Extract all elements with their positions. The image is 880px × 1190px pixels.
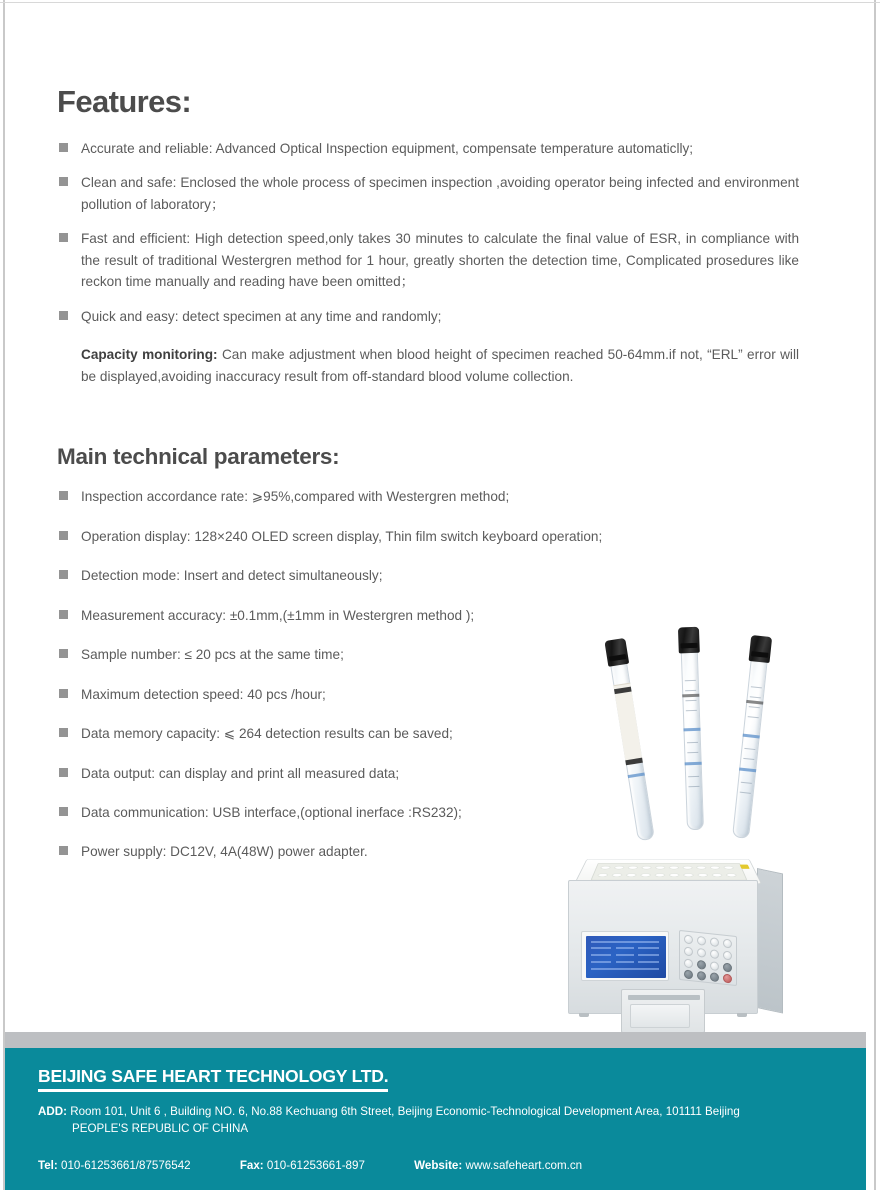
square-bullet-icon [59, 531, 68, 540]
tube-cap [604, 638, 629, 667]
square-bullet-icon [59, 143, 68, 152]
device-front-panel [568, 880, 758, 1014]
capacity-monitoring-text: Can make adjustment when blood height of specimen reached 50-64mm.if not, “ERL” error will be displayed,avoiding inaccuracy result from off-standard blood volume collection. [81, 347, 799, 384]
fax-label: Fax: [239, 1158, 264, 1172]
footer-content [38, 1066, 858, 1172]
list-item-text: Data communication: USB interface,(optional inerface :RS232); [81, 804, 462, 820]
address-value: Room 101, Unit 6 , Building NO. 6, No.88 Kechuang 6th Street, Beijing Economic-Technological Development Area, 101111 Beijing [70, 1105, 740, 1118]
square-bullet-icon [59, 233, 68, 242]
square-bullet-icon [59, 610, 68, 619]
numeric-keypad[interactable] [679, 930, 737, 986]
tube-blue-band [685, 762, 702, 766]
list-item [57, 228, 799, 292]
footer-banner [5, 1048, 866, 1190]
list-item-text: Data output: can display and print all measured data; [81, 765, 400, 781]
address-label: ADD: [38, 1105, 67, 1118]
thermal-printer-module[interactable] [621, 989, 705, 1033]
address-line [38, 1104, 858, 1121]
company-name: BEIJING SAFE HEART TECHNOLOGY LTD. [38, 1066, 388, 1092]
paper-slot [628, 995, 700, 1000]
telephone-value: 010-61253661/87576542 [61, 1158, 191, 1172]
list-item-text: Power supply: DC12V, 4A(48W) power adapter. [81, 844, 368, 860]
printer-door[interactable] [630, 1004, 690, 1028]
square-bullet-icon [59, 177, 68, 186]
list-item [57, 138, 799, 159]
website-entry[interactable] [414, 1159, 582, 1172]
test-tube [732, 658, 768, 839]
footer-grey-divider [5, 1032, 866, 1048]
page-left-rule [3, 0, 5, 1190]
capacity-monitoring-label: Capacity monitoring: [81, 347, 218, 363]
telephone-label: Tel: [38, 1158, 58, 1172]
list-item [57, 486, 799, 507]
section-spacer [57, 400, 799, 444]
test-tube [610, 661, 655, 841]
esr-analyzer-device [568, 840, 783, 1022]
display-bezel [581, 931, 669, 981]
square-bullet-icon [59, 689, 68, 698]
square-bullet-icon [59, 311, 68, 320]
square-bullet-icon [59, 768, 68, 777]
list-item-text: Operation display: 128×240 OLED screen display, Thin film switch keyboard operation; [81, 528, 603, 544]
square-bullet-icon [59, 491, 68, 500]
square-bullet-icon [59, 728, 68, 737]
square-bullet-icon [59, 649, 68, 658]
list-item-text: Measurement accuracy: ±0.1mm,(±1mm in Westergren method ); [81, 607, 475, 623]
parameters-heading: Main technical parameters: [57, 444, 340, 470]
list-item [57, 526, 799, 547]
contact-line [38, 1159, 858, 1172]
list-item-text: Inspection accordance rate: ⩾95%,compared with Westergren method; [81, 489, 510, 505]
website-value[interactable]: www.safeheart.com.cn [465, 1158, 583, 1172]
list-item-text: Fast and efficient: High detection speed,only takes 30 minutes to calculate the final value of ESR, in compliance with the result of traditional Westergren method for 1 hour, greatly shorten the detection time, Complicated prosedures like reckon time manually and reading have been omitted； [81, 231, 799, 290]
fax-entry [240, 1159, 365, 1172]
list-item [57, 565, 799, 586]
list-item-text: Detection mode: Insert and detect simultaneously; [81, 568, 383, 584]
website-label: Website: [414, 1158, 463, 1172]
product-photo [556, 622, 796, 1032]
list-item [57, 306, 799, 327]
list-item-text: Clean and safe: Enclosed the whole process of specimen inspection ,avoiding operator being infected and environment pollution of laboratory； [81, 175, 799, 212]
device-foot [737, 1013, 747, 1017]
tube-dark-band [682, 694, 699, 698]
list-item-text: Maximum detection speed: 40 pcs /hour; [81, 686, 326, 702]
list-item-text: Sample number: ≤ 20 pcs at the same time; [81, 647, 344, 663]
device-side-panel [757, 868, 783, 1014]
features-heading: Features: [57, 84, 192, 119]
lcd-screen [586, 936, 666, 978]
square-bullet-icon [59, 807, 68, 816]
list-item-text: Accurate and reliable: Advanced Optical Inspection equipment, compensate temperature automaticlly; [81, 141, 694, 156]
page-right-rule [874, 0, 876, 1190]
page-top-rule [0, 2, 880, 3]
device-foot [579, 1013, 589, 1017]
address-line-2: PEOPLE'S REPUBLIC OF CHINA [72, 1121, 249, 1135]
square-bullet-icon [59, 570, 68, 579]
tube-body [681, 650, 704, 830]
square-bullet-icon [59, 846, 68, 855]
tube-blue-band [683, 728, 700, 732]
warning-label-icon [740, 865, 750, 869]
test-tube [681, 650, 704, 830]
features-list [57, 138, 799, 327]
fax-value: 010-61253661-897 [266, 1158, 365, 1172]
list-item [57, 172, 799, 215]
tube-cap [678, 627, 700, 654]
tube-cap [749, 635, 773, 663]
tube-label [613, 683, 642, 763]
list-item-text: Quick and easy: detect specimen at any time and randomly; [81, 308, 442, 324]
list-item-text: Data memory capacity: ⩽ 264 detection results can be saved; [81, 726, 453, 742]
telephone-entry [38, 1159, 191, 1172]
capacity-monitoring-paragraph [57, 344, 799, 387]
sample-well-tray [590, 863, 747, 881]
